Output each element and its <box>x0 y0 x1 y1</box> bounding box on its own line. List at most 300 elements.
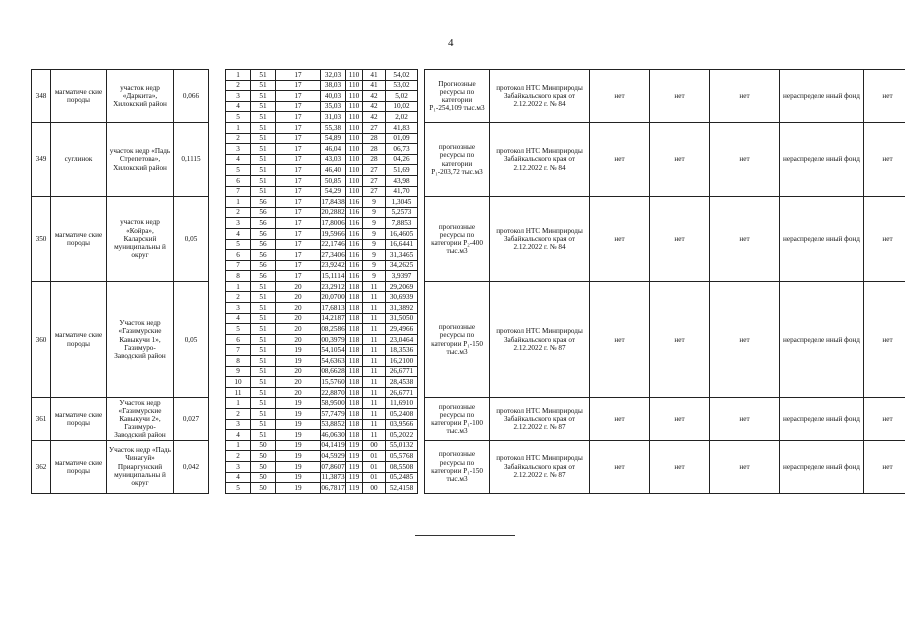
mineral-type: магматиче ские породы <box>51 440 107 493</box>
point-number: 2 <box>226 207 251 218</box>
lat-min: 19 <box>276 430 321 441</box>
lon-deg: 116 <box>346 239 363 250</box>
spacer <box>209 440 226 493</box>
site-area: 0,05 <box>174 197 209 282</box>
field-3: нет <box>710 281 780 398</box>
lat-min: 19 <box>276 472 321 483</box>
lon-deg: 116 <box>346 271 363 282</box>
lat-min: 17 <box>276 186 321 197</box>
lat-sec: 15,5760 <box>321 377 345 386</box>
lat-min: 19 <box>276 356 321 367</box>
lon-min: 11 <box>363 377 386 388</box>
lat-sec: 06,7817 <box>321 483 345 492</box>
spacer <box>209 398 226 440</box>
lon-sec: 29,4966 <box>386 324 418 335</box>
field-2: нет <box>650 440 710 493</box>
lon-min: 9 <box>363 218 386 229</box>
point-number: 3 <box>226 303 251 314</box>
lat-deg: 51 <box>251 186 276 197</box>
lat-deg: 51 <box>251 387 276 398</box>
lat-deg: 51 <box>251 154 276 165</box>
point-number: 2 <box>226 133 251 144</box>
lon-sec: 43,98 <box>386 175 418 186</box>
lat-deg: 51 <box>251 366 276 377</box>
registry-table <box>31 69 905 494</box>
lon-min: 11 <box>363 419 386 430</box>
lat-min: 17 <box>276 154 321 165</box>
point-number: 5 <box>226 165 251 176</box>
lat-sec: 08,2586 <box>321 324 345 333</box>
lon-sec: 30,6939 <box>386 292 418 303</box>
lat-sec: 15,1114 <box>321 271 345 280</box>
point-number: 10 <box>226 377 251 388</box>
protocol: протокол НТС Минприроды Забайкальского края от 2.12.2022 г. № 84 <box>490 70 590 123</box>
field-1: нет <box>590 197 650 282</box>
lon-min: 01 <box>363 461 386 472</box>
lat-deg: 56 <box>251 197 276 208</box>
fund-status: нераспределе нный фонд <box>780 281 864 398</box>
lon-deg: 118 <box>346 324 363 335</box>
field-3: нет <box>710 197 780 282</box>
lon-sec: 11,6910 <box>386 398 418 409</box>
fund-status: нераспределе нный фонд <box>780 197 864 282</box>
lon-deg: 110 <box>346 70 363 81</box>
lon-min: 11 <box>363 281 386 292</box>
lat-deg: 51 <box>251 91 276 102</box>
field-2: нет <box>650 70 710 123</box>
resources: прогнозные ресурсы по категории P₁-100 тыс.м3 <box>425 398 490 440</box>
lat-min: 20 <box>276 303 321 314</box>
lat-min: 20 <box>276 377 321 388</box>
lon-min: 11 <box>363 409 386 420</box>
lon-deg: 110 <box>346 91 363 102</box>
lat-sec: 23,9242 <box>321 261 345 270</box>
site-name: участок недр «Даркита», Хилокский район <box>107 70 174 123</box>
mineral-type: магматиче ские породы <box>51 70 107 123</box>
lat-min: 17 <box>276 122 321 133</box>
lon-sec: 05,2408 <box>386 409 418 420</box>
lon-sec: 41,70 <box>386 186 418 197</box>
lat-deg: 50 <box>251 440 276 451</box>
coordinate-row <box>32 440 905 451</box>
lon-deg: 116 <box>346 260 363 271</box>
site-area: 0,05 <box>174 281 209 398</box>
point-number: 1 <box>226 398 251 409</box>
site-name: участок недр «Койра», Каларский муниципальны й округ <box>107 197 174 282</box>
point-number: 2 <box>226 409 251 420</box>
lon-sec: 06,73 <box>386 144 418 155</box>
lat-deg: 56 <box>251 218 276 229</box>
point-number: 1 <box>226 281 251 292</box>
lon-min: 27 <box>363 175 386 186</box>
lon-deg: 118 <box>346 419 363 430</box>
lat-deg: 51 <box>251 112 276 123</box>
site-name: Участок недр «Газимурские Кавыкучи 1», Газимуро-Заводский район <box>107 281 174 398</box>
lat-sec: 54,29 <box>321 186 346 197</box>
lon-min: 28 <box>363 144 386 155</box>
lat-sec: 55,38 <box>321 122 346 133</box>
lat-deg: 51 <box>251 334 276 345</box>
resources: Прогнозные ресурсы по категории P₁-254,109 тыс.м3 <box>425 70 490 123</box>
spacer <box>418 440 425 493</box>
lon-sec: 51,69 <box>386 165 418 176</box>
lat-min: 20 <box>276 313 321 324</box>
lat-sec: 22,8870 <box>321 388 345 397</box>
resources: прогнозные ресурсы по категории P₁-203,72 тыс.м3 <box>425 122 490 196</box>
spacer <box>209 122 226 196</box>
resources: прогнозные ресурсы по категории P₂-400 тыс.м3 <box>425 197 490 282</box>
point-number: 11 <box>226 387 251 398</box>
lat-deg: 51 <box>251 303 276 314</box>
record-number: 360 <box>32 281 51 398</box>
lat-sec: 50,85 <box>321 175 346 186</box>
lon-sec: 03,9566 <box>386 419 418 430</box>
lon-min: 01 <box>363 472 386 483</box>
lon-min: 11 <box>363 303 386 314</box>
spacer <box>209 70 226 123</box>
lat-min: 17 <box>276 271 321 282</box>
resources: прогнозные ресурсы по категории P₁-150 тыс.м3 <box>425 281 490 398</box>
lat-deg: 51 <box>251 101 276 112</box>
record-number: 361 <box>32 398 51 440</box>
field-last: нет <box>864 398 905 440</box>
record-number: 362 <box>32 440 51 493</box>
point-number: 5 <box>226 112 251 123</box>
point-number: 1 <box>226 440 251 451</box>
lat-min: 20 <box>276 281 321 292</box>
lat-min: 17 <box>276 175 321 186</box>
point-number: 2 <box>226 292 251 303</box>
record-number: 349 <box>32 122 51 196</box>
point-number: 7 <box>226 345 251 356</box>
lon-min: 11 <box>363 398 386 409</box>
lat-deg: 56 <box>251 239 276 250</box>
lon-deg: 118 <box>346 409 363 420</box>
lon-sec: 2,02 <box>386 112 418 123</box>
lon-sec: 05,2022 <box>386 430 418 441</box>
lon-min: 41 <box>363 70 386 81</box>
lat-sec: 31,03 <box>321 112 346 123</box>
lon-min: 11 <box>363 430 386 441</box>
lon-deg: 118 <box>346 377 363 388</box>
site-area: 0,027 <box>174 398 209 440</box>
lon-min: 9 <box>363 207 386 218</box>
lon-deg: 119 <box>346 440 363 451</box>
lon-sec: 52,4158 <box>386 483 418 494</box>
lat-deg: 56 <box>251 207 276 218</box>
point-number: 3 <box>226 91 251 102</box>
coordinate-row <box>32 398 905 409</box>
lat-deg: 51 <box>251 70 276 81</box>
lon-deg: 118 <box>346 345 363 356</box>
lat-sec: 00,3979 <box>321 335 345 344</box>
lon-deg: 118 <box>346 398 363 409</box>
lat-sec: 27,3406 <box>321 250 345 259</box>
lon-deg: 118 <box>346 313 363 324</box>
lon-deg: 116 <box>346 218 363 229</box>
lon-sec: 23,0464 <box>386 334 418 345</box>
point-number: 1 <box>226 197 251 208</box>
spacer <box>418 398 425 440</box>
point-number: 4 <box>226 472 251 483</box>
lon-min: 9 <box>363 250 386 261</box>
protocol: протокол НТС Минприроды Забайкальского края от 2.12.2022 г. № 84 <box>490 122 590 196</box>
lon-sec: 34,2625 <box>386 260 418 271</box>
lon-sec: 31,3465 <box>386 250 418 261</box>
lat-deg: 51 <box>251 122 276 133</box>
lat-deg: 51 <box>251 324 276 335</box>
site-area: 0,066 <box>174 70 209 123</box>
field-2: нет <box>650 398 710 440</box>
lon-deg: 110 <box>346 101 363 112</box>
lat-sec: 54,1054 <box>321 346 345 355</box>
lat-deg: 51 <box>251 165 276 176</box>
lat-sec: 17,8438 <box>321 197 345 206</box>
lon-min: 27 <box>363 186 386 197</box>
lat-deg: 56 <box>251 228 276 239</box>
lon-deg: 118 <box>346 303 363 314</box>
lon-min: 9 <box>363 197 386 208</box>
lon-deg: 118 <box>346 292 363 303</box>
point-number: 4 <box>226 430 251 441</box>
lon-min: 00 <box>363 483 386 494</box>
field-2: нет <box>650 281 710 398</box>
lon-deg: 110 <box>346 80 363 91</box>
lat-deg: 51 <box>251 133 276 144</box>
lat-min: 17 <box>276 260 321 271</box>
field-1: нет <box>590 70 650 123</box>
lat-min: 17 <box>276 165 321 176</box>
lon-deg: 116 <box>346 250 363 261</box>
lon-min: 42 <box>363 112 386 123</box>
spacer <box>418 70 425 123</box>
field-last: нет <box>864 440 905 493</box>
point-number: 9 <box>226 366 251 377</box>
site-area: 0,042 <box>174 440 209 493</box>
lat-deg: 56 <box>251 271 276 282</box>
lon-min: 41 <box>363 80 386 91</box>
lat-deg: 51 <box>251 345 276 356</box>
lon-min: 28 <box>363 133 386 144</box>
lon-deg: 110 <box>346 175 363 186</box>
lon-deg: 118 <box>346 430 363 441</box>
lon-sec: 01,09 <box>386 133 418 144</box>
lon-min: 9 <box>363 239 386 250</box>
site-name: участок недр «Падь Стрепетова», Хилокский район <box>107 122 174 196</box>
lon-deg: 116 <box>346 197 363 208</box>
lat-deg: 56 <box>251 250 276 261</box>
lon-min: 01 <box>363 451 386 462</box>
field-2: нет <box>650 122 710 196</box>
field-3: нет <box>710 122 780 196</box>
lat-deg: 51 <box>251 377 276 388</box>
coordinate-row <box>32 281 905 292</box>
lat-sec: 23,2912 <box>321 282 345 291</box>
point-number: 2 <box>226 451 251 462</box>
point-number: 4 <box>226 228 251 239</box>
lon-deg: 119 <box>346 472 363 483</box>
field-1: нет <box>590 440 650 493</box>
point-number: 6 <box>226 334 251 345</box>
lon-min: 00 <box>363 440 386 451</box>
lon-min: 11 <box>363 334 386 345</box>
lat-min: 19 <box>276 461 321 472</box>
lat-deg: 51 <box>251 398 276 409</box>
field-1: нет <box>590 122 650 196</box>
spacer <box>209 281 226 398</box>
field-last: нет <box>864 281 905 398</box>
lon-sec: 05,2485 <box>386 472 418 483</box>
lat-deg: 51 <box>251 409 276 420</box>
lon-deg: 110 <box>346 112 363 123</box>
lon-deg: 118 <box>346 356 363 367</box>
lat-min: 17 <box>276 101 321 112</box>
record-number: 350 <box>32 197 51 282</box>
lat-min: 19 <box>276 409 321 420</box>
lat-min: 20 <box>276 366 321 377</box>
lat-deg: 51 <box>251 175 276 186</box>
field-1: нет <box>590 281 650 398</box>
lon-sec: 16,2100 <box>386 356 418 367</box>
lat-min: 17 <box>276 250 321 261</box>
spacer <box>418 122 425 196</box>
lat-sec: 07,8607 <box>321 462 345 471</box>
lon-sec: 26,6771 <box>386 366 418 377</box>
site-name: Участок недр «Падь Чинагуй» Приаргунский муниципальны й округ <box>107 440 174 493</box>
lon-deg: 116 <box>346 207 363 218</box>
lon-sec: 26,6771 <box>386 387 418 398</box>
fund-status: нераспределе нный фонд <box>780 70 864 123</box>
point-number: 3 <box>226 144 251 155</box>
spacer <box>418 281 425 398</box>
mineral-type: магматиче ские породы <box>51 281 107 398</box>
lon-sec: 7,8853 <box>386 218 418 229</box>
point-number: 5 <box>226 324 251 335</box>
lat-sec: 35,03 <box>321 101 346 112</box>
protocol: протокол НТС Минприроды Забайкальского края от 2.12.2022 г. № 87 <box>490 440 590 493</box>
lat-sec: 32,03 <box>321 70 346 81</box>
lon-sec: 5,02 <box>386 91 418 102</box>
lat-min: 20 <box>276 324 321 335</box>
point-number: 4 <box>226 101 251 112</box>
lat-min: 17 <box>276 80 321 91</box>
lat-deg: 51 <box>251 313 276 324</box>
lon-min: 11 <box>363 324 386 335</box>
protocol: протокол НТС Минприроды Забайкальского края от 2.12.2022 г. № 84 <box>490 197 590 282</box>
lat-min: 20 <box>276 292 321 303</box>
lat-sec: 19,5966 <box>321 229 345 238</box>
lon-min: 27 <box>363 122 386 133</box>
lon-min: 9 <box>363 228 386 239</box>
site-area: 0,1115 <box>174 122 209 196</box>
lat-min: 19 <box>276 483 321 494</box>
point-number: 6 <box>226 250 251 261</box>
lon-min: 11 <box>363 366 386 377</box>
lat-sec: 54,6363 <box>321 356 345 365</box>
spacer <box>209 197 226 282</box>
lat-deg: 56 <box>251 260 276 271</box>
lon-deg: 118 <box>346 387 363 398</box>
coordinate-row <box>32 70 905 81</box>
lat-min: 17 <box>276 228 321 239</box>
lat-min: 17 <box>276 133 321 144</box>
mineral-type: магматиче ские породы <box>51 398 107 440</box>
lon-sec: 41,83 <box>386 122 418 133</box>
page-number: 4 <box>448 37 454 49</box>
site-name: Участок недр «Газимурские Кавыкучи 2», Газимуро-Заводский район <box>107 398 174 440</box>
lat-deg: 50 <box>251 461 276 472</box>
mineral-type: суглинок <box>51 122 107 196</box>
footer-rule <box>415 535 515 536</box>
point-number: 8 <box>226 356 251 367</box>
lat-deg: 51 <box>251 144 276 155</box>
field-last: нет <box>864 122 905 196</box>
lon-sec: 31,3892 <box>386 303 418 314</box>
point-number: 8 <box>226 271 251 282</box>
lon-sec: 08,5508 <box>386 461 418 472</box>
lat-min: 19 <box>276 451 321 462</box>
lat-sec: 40,03 <box>321 91 346 102</box>
lon-min: 11 <box>363 387 386 398</box>
lon-min: 11 <box>363 356 386 367</box>
point-number: 1 <box>226 122 251 133</box>
lat-min: 20 <box>276 387 321 398</box>
field-last: нет <box>864 197 905 282</box>
lat-sec: 43,03 <box>321 154 346 165</box>
lon-sec: 54,02 <box>386 70 418 81</box>
fund-status: нераспределе нный фонд <box>780 122 864 196</box>
lon-min: 11 <box>363 292 386 303</box>
resources: прогнозные ресурсы по категории P₁-150 тыс.м3 <box>425 440 490 493</box>
lon-deg: 119 <box>346 483 363 494</box>
lat-deg: 51 <box>251 430 276 441</box>
lon-sec: 16,6441 <box>386 239 418 250</box>
lon-sec: 28,4538 <box>386 377 418 388</box>
lat-sec: 14,2187 <box>321 314 345 323</box>
lat-deg: 50 <box>251 483 276 494</box>
lon-deg: 118 <box>346 334 363 345</box>
lon-min: 9 <box>363 260 386 271</box>
lat-sec: 17,6813 <box>321 303 345 312</box>
lat-min: 19 <box>276 398 321 409</box>
lat-sec: 11,3873 <box>321 473 345 482</box>
lat-min: 19 <box>276 440 321 451</box>
lon-min: 42 <box>363 91 386 102</box>
lat-sec: 08,6628 <box>321 367 345 376</box>
point-number: 4 <box>226 313 251 324</box>
lat-sec: 54,89 <box>321 133 346 144</box>
point-number: 3 <box>226 419 251 430</box>
fund-status: нераспределе нный фонд <box>780 440 864 493</box>
point-number: 7 <box>226 260 251 271</box>
lon-deg: 110 <box>346 133 363 144</box>
lat-sec: 57,7479 <box>321 409 345 418</box>
lon-deg: 110 <box>346 165 363 176</box>
lat-min: 19 <box>276 345 321 356</box>
lon-sec: 29,2069 <box>386 281 418 292</box>
lat-sec: 22,1746 <box>321 240 345 249</box>
lat-min: 17 <box>276 144 321 155</box>
lon-deg: 116 <box>346 228 363 239</box>
point-number: 4 <box>226 154 251 165</box>
lat-sec: 04,5929 <box>321 452 345 461</box>
lat-deg: 50 <box>251 472 276 483</box>
lon-min: 42 <box>363 101 386 112</box>
spacer <box>418 197 425 282</box>
lat-min: 17 <box>276 239 321 250</box>
field-last: нет <box>864 70 905 123</box>
lon-sec: 16,4605 <box>386 228 418 239</box>
